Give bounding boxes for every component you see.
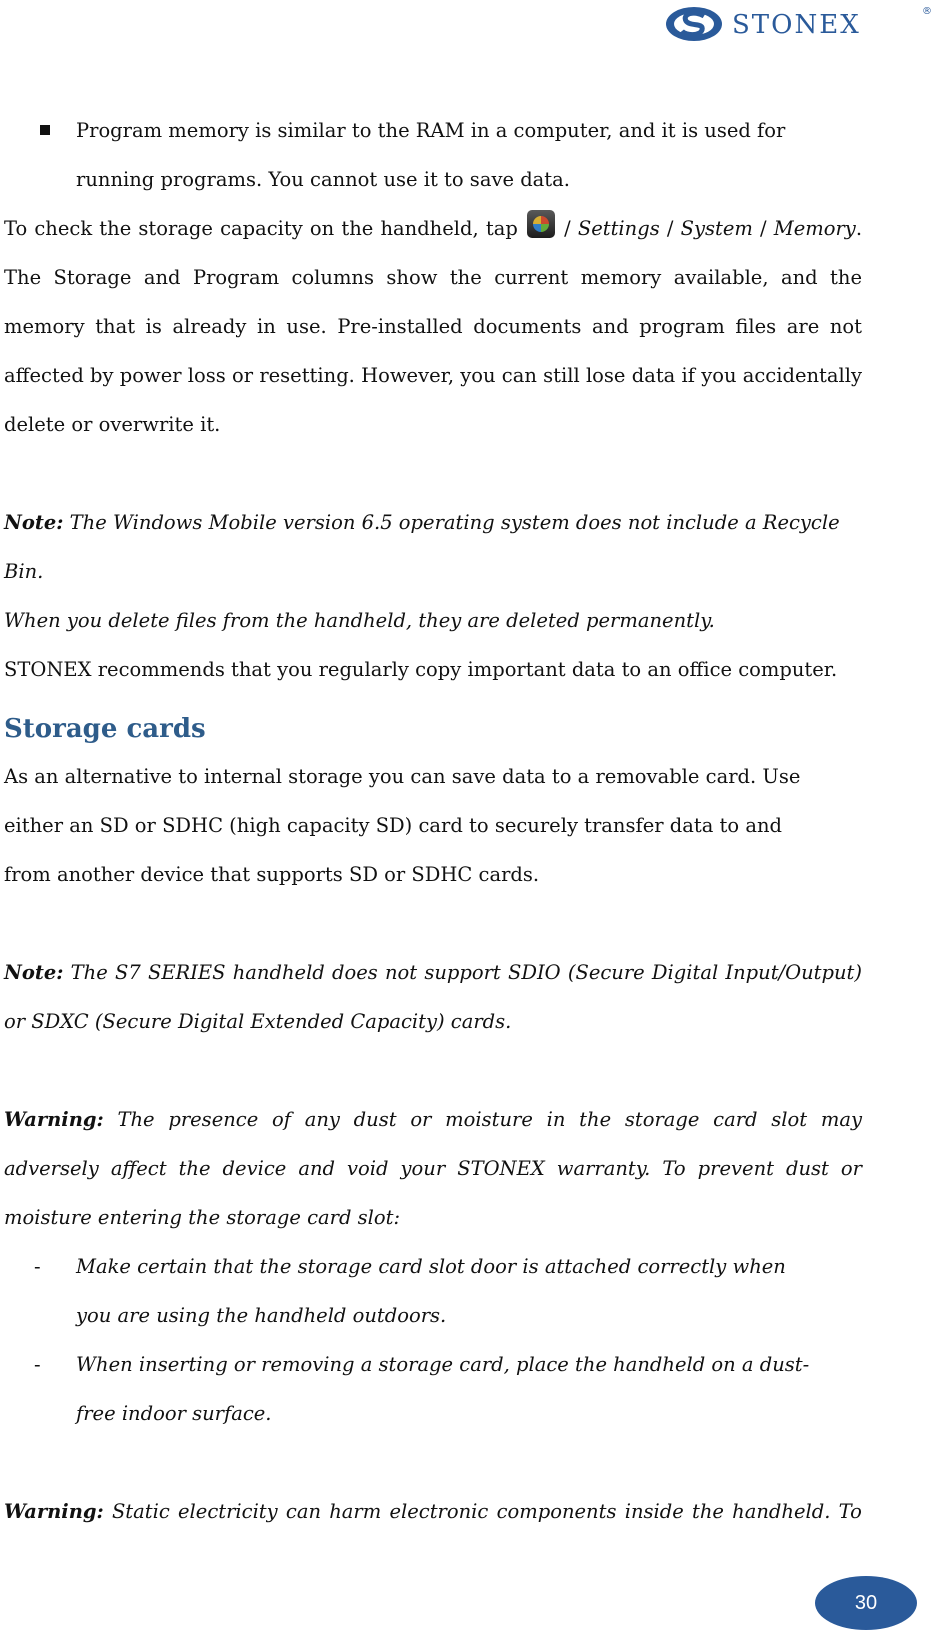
memory-text-end: . The Storage and Program columns show the current memory available, and the memory that is already in use. Pre-installed documents and program files are not affected by power loss or resetting. However, you can still lose data if you accidentally delete or overwrite it. — [4, 217, 863, 436]
warning-word: Static — [111, 1500, 170, 1523]
memory-text-start: To check the storage capacity on the handheld, tap — [4, 217, 518, 240]
square-bullet-icon — [40, 125, 50, 135]
warning-word: electronic — [389, 1500, 489, 1523]
warning-label: Warning: — [4, 1108, 104, 1131]
warning-word: electricity — [178, 1500, 278, 1523]
warning-static — [4, 1487, 862, 1536]
list-item — [4, 1242, 862, 1340]
page-content — [4, 106, 862, 1536]
stonex-logo-text: STONEX — [732, 10, 861, 40]
memory-paragraph — [4, 204, 862, 449]
warning-word: can — [285, 1500, 322, 1523]
bullet-text: Program memory is similar to the RAM in a computer, and it is used for running programs. You cannot use it to save data. — [76, 119, 786, 191]
registered-mark: ® — [922, 6, 932, 17]
path-memory: Memory — [773, 217, 856, 240]
note-label: Note: — [4, 961, 64, 984]
warning-text: The presence of any dust or moisture in the storage card slot may adversely affect the device and void your STONEX warranty. To prevent dust or moisture entering the storage card slot: — [4, 1108, 862, 1229]
warning-word: the — [692, 1500, 724, 1523]
windows-start-icon — [527, 210, 555, 238]
note-sdio — [4, 948, 862, 1046]
stonex-logo — [664, 2, 934, 46]
bullet-list — [4, 106, 862, 204]
warning-word: To — [838, 1500, 862, 1523]
warning-word: harm — [329, 1500, 382, 1523]
warning-dust — [4, 1095, 862, 1242]
note-text: The S7 SERIES handheld does not support SDIO (Secure Digital Input/Output) or SDXC (Secure Digital Extended Capacity) cards. — [4, 961, 862, 1033]
spacer — [4, 1438, 862, 1487]
spacer — [4, 899, 862, 948]
path-settings: Settings — [577, 217, 660, 240]
storage-paragraph: As an alternative to internal storage you can save data to a removable card. Use either an SD or SDHC (high capacity SD) card to securely transfer data to and from another device that supports SD or SDHC cards. — [4, 765, 801, 886]
stonex-logo-mark — [666, 7, 722, 41]
spacer — [4, 1046, 862, 1095]
warning-word: components — [496, 1500, 617, 1523]
list-item-text: When inserting or removing a storage card, place the handheld on a dust-free indoor surface. — [76, 1353, 810, 1425]
note-recommendation: STONEX recommends that you regularly copy important data to an office computer. — [4, 658, 838, 681]
warning-word: handheld. — [732, 1500, 831, 1523]
note-label: Note: — [4, 511, 64, 534]
path-system: System — [680, 217, 753, 240]
dash-bullet-icon: - — [34, 1255, 41, 1278]
list-item — [4, 106, 862, 204]
warning-list — [4, 1242, 862, 1438]
warning-word: inside — [624, 1500, 684, 1523]
path-separator: / — [556, 217, 578, 240]
note-text: The Windows Mobile version 6.5 operating system does not include a Recycle Bin. — [4, 511, 840, 583]
section-heading: Storage cards — [4, 714, 206, 744]
list-item-text: Make certain that the storage card slot door is attached correctly when you are using the handheld outdoors. — [76, 1255, 786, 1327]
path-separator: / — [659, 217, 681, 240]
warning-label: Warning: — [4, 1500, 104, 1523]
spacer — [4, 449, 862, 498]
note-recycle-bin — [4, 498, 862, 596]
path-separator: / — [752, 217, 774, 240]
dash-bullet-icon: - — [34, 1353, 41, 1376]
list-item — [4, 1340, 862, 1438]
page-number: 30 — [815, 1576, 917, 1630]
note-recycle-bin-line2: When you delete files from the handheld, they are deleted permanently. — [4, 609, 715, 632]
